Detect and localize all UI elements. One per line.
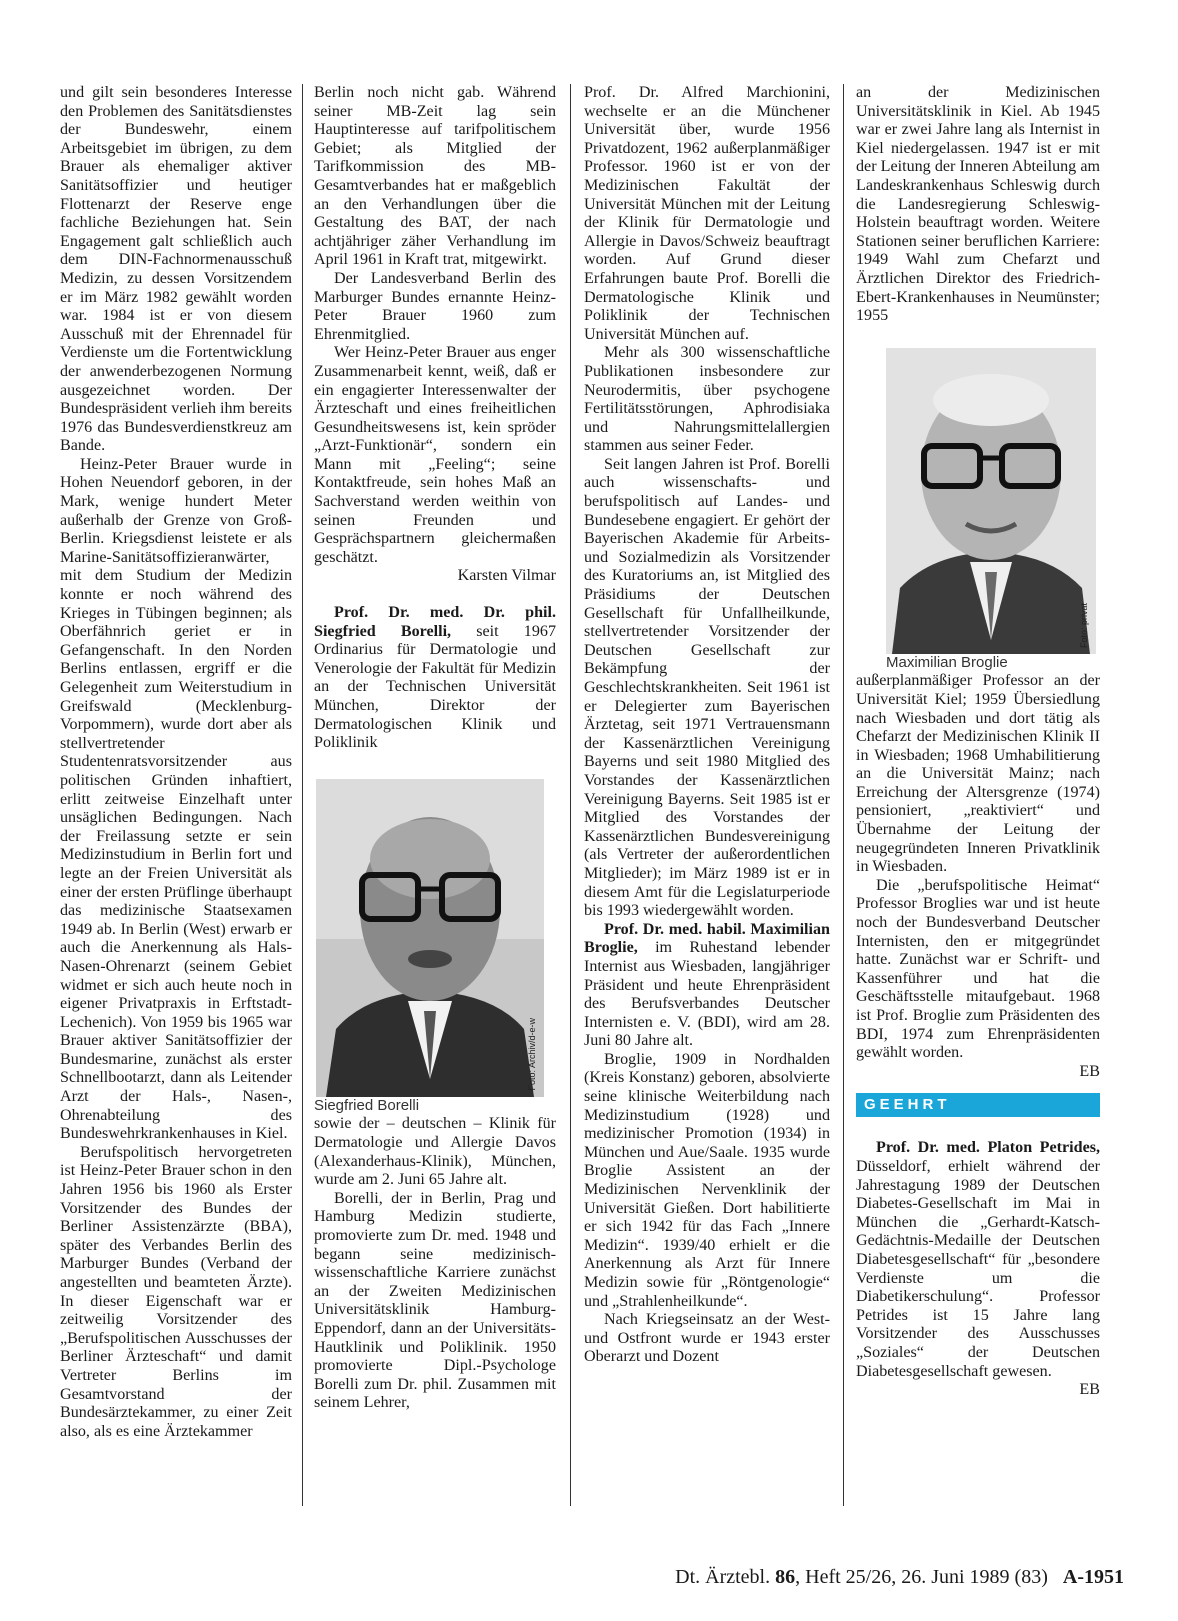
photo-caption: Siegfried Borelli [314, 1096, 420, 1114]
col3-paragraph-4: Prof. Dr. med. habil. Maximilian Broglie, im Ruhestand lebender Internist aus Wiesbaden, langjähriger Präsident und heute Ehrenpräsident des Berufsverbandes Deutscher Internisten e. V. (BDI), wird am 28. Juni 80 Jahre alt. [584, 920, 830, 1050]
person-name: Prof. Dr. med. habil. Maximilian Broglie, [584, 920, 830, 957]
portrait-photo-borelli [316, 779, 544, 1097]
column-divider-1 [302, 84, 303, 1506]
column-divider-3 [843, 84, 844, 1506]
col4-paragraph-1: an der Medizinischen Universitätsklinik in Kiel. Ab 1945 war er zwei Jahre lang als Internist in Kiel niedergelassen. 1947 ist er mit der Leitung der Inneren Abteilung am Landeskrankenhaus Schleswig durch die Landesregierung Schleswig-Holstein beauftragt worden. Weitere Stationen seiner beruflichen Karriere: 1949 Wahl zum Chefarzt und Ärztlichen Direktor des Friedrich-Ebert-Krankenhauses in Neumünster; 1955 [856, 84, 1100, 325]
col4-paragraph-4: Prof. Dr. med. Platon Petrides, Düsseldorf, erhielt während der Jahrestagung 1989 der Deutschen Diabetes-Gesellschaft im Mai in München die „Gerhardt-Katsch-Gedächtnis-Medaille der Deutschen Diabetesgesellschaft“ für „besondere Verdienste um die Diabetikerschulung“. Professor Petrides ist 15 Jahre lang Vorsitzender des Ausschusses „Soziales“ der Deutschen Diabetesgesellschaft gewesen. EB [856, 1139, 1100, 1399]
page-footer [630, 1566, 1124, 1589]
portrait-illustration [316, 779, 544, 1097]
portrait-illustration [886, 348, 1096, 654]
col1-paragraph-3: Berufspolitisch hervorgetreten ist Heinz-Peter Brauer schon in den Jahren 1956 bis 1960 als Erster Vorsitzender des Bundes der Berliner Assistenzärzte (BBA), später des Verbandes Berlin des Marburger Bundes (Verband der angestellten und beamteten Ärzte). In dieser Eigenschaft war er zeitweilig Vorsitzender des „Berufspolitischen Ausschusses der Berliner Ärzteschaft“ und damit Vertreter Berlins im Gesamtvorstand der Bundesärztekammer, zu einer Zeit also, als es eine Ärztekammer [60, 1143, 292, 1440]
photo-credit: Foto: privat [1079, 602, 1090, 648]
photo-credit: Foto: Archiv/d-e-w [527, 1018, 538, 1091]
column-3 [584, 84, 830, 1367]
column-divider-2 [570, 84, 571, 1506]
author-signature: EB [1079, 1381, 1100, 1399]
col2-paragraph-6: Borelli, der in Berlin, Prag und Hamburg Medizin studierte, promovierte zum Dr. med. 1948 und begann seine medizinisch-wissenschaftliche Karriere zunächst an der Zweiten Medizinischen Universitätsklinik Hamburg-Eppendorf, dann an der Universitäts-Hautklinik und Poliklinik. 1950 promovierte Dipl.-Psychologe Borelli zum Dr. phil. Zusammen mit seinem Lehrer, [314, 1189, 556, 1412]
author-signature: Karsten Vilmar [457, 567, 556, 585]
col2-paragraph-3: Wer Heinz-Peter Brauer aus enger Zusammenarbeit kennt, weiß, daß er ein engagierter Interessenwalter der Ärzteschaft und eines freiheitlichen Gesundheitswesens ist, kein spröder „Arzt-Funktionär“, sondern ein Mann mit „Feeling“; seine Kontaktfreude, sein hohes Maß an Sachverstand werden weithin von seinen Freunden und Gesprächspartnern gleichermaßen geschätzt. Karsten Vilmar [314, 344, 556, 585]
person-name: Prof. Dr. med. Dr. phil. Siegfried Borelli, [314, 604, 556, 640]
col4-paragraph-3: Die „berufspolitische Heimat“ Professor Broglies war und ist heute noch der Bundesverband Deutscher Internisten, den er mitgegründet hatte. Zunächst war er Schrift- und Kassenführer und hat die Geschäftsstelle mitaufgebaut. 1968 ist Prof. Broglie zum Präsidenten des BDI, 1974 zum Ehrenpräsidenten gewählt worden. EB [856, 876, 1100, 1080]
column-1 [60, 84, 292, 1441]
col2-paragraph-1: Berlin noch nicht gab. Während seiner MB-Zeit lag sein Hauptinteresse auf tarifpolitischem Gebiet; als Mitglied der Tarifkommission des MB-Gesamtverbandes hat er maßgeblich an den Verhandlungen über die Gestaltung des BAT, der nach achtjähriger zäher Verhandlung im April 1961 in Kraft trat, mitgewirkt. [314, 84, 556, 269]
page-number: A-1951 [1062, 1566, 1124, 1588]
volume-number: 86 [775, 1566, 796, 1588]
col3-paragraph-6: Nach Kriegseinsatz an der West- und Ostfront wurde er 1943 erster Oberarzt und Dozent [584, 1311, 830, 1366]
person-name: Prof. Dr. med. Platon Petrides, [876, 1139, 1100, 1157]
col2-paragraph-4: Prof. Dr. med. Dr. phil. Siegfried Borelli, seit 1967 Ordinarius für Dermatologie und Venerologie der Fakultät für Medizin an der Technischen Universität München, Direktor der Dermatologischen Klinik und Poliklinik [314, 604, 556, 752]
col3-paragraph-3: Seit langen Jahren ist Prof. Borelli auch wissenschafts- und berufspolitisch auf Landes- und Bundesebene engagiert. Er gehört der Bayerischen Akademie für Arbeits- und Sozialmedizin als Vorsitzender des Kuratoriums an, ist Mitglied des Präsidiums der Deutschen Gesellschaft für Unfallheilkunde, stellvertretender Vorsitzender der Deutschen Gesellschaft zur Bekämpfung der Geschlechtskrankheiten. Seit 1961 ist er Delegierter zum Bayerischen Ärztetag, seit 1971 Vertrauensmann der Kassenärztlichen Vereinigung Bayerns und seit 1980 Mitglied des Vorstandes der Kassenärztlichen Vereinigung Bayerns. Seit 1985 ist er Mitglied des Vorstandes der Kassenärztlichen Bundesvereinigung (als Vertreter der außerordentlichen Mitglieder); im März 1989 ist er in diesem Amt für die Legislaturperiode bis 1993 wiedergewählt worden. [584, 455, 830, 920]
section-banner-label: GEEHRT [864, 1096, 951, 1114]
column-4 [856, 84, 1100, 1400]
author-signature: EB [1079, 1062, 1100, 1080]
journal-name: Dt. Ärztebl. [675, 1566, 771, 1588]
col3-paragraph-2: Mehr als 300 wissenschaftliche Publikationen insbesondere zur Neurodermitis, über psychogene Fertilitätsstörungen, Aphrodisiaka und Nahrungsmittelallergien stammen aus seiner Feder. [584, 344, 830, 455]
issue-info: , Heft 25/26, 26. Juni 1989 (83) [795, 1566, 1048, 1588]
col2-paragraph-5: sowie der – deutschen – Klinik für Dermatologie und Allergie Davos (Alexanderhaus-Klinik), München, wurde am 2. Juni 65 Jahre alt. [314, 1115, 556, 1189]
photo-caption: Maximilian Broglie [886, 653, 1008, 671]
section-banner [856, 1093, 1100, 1117]
portrait-photo-broglie [886, 348, 1096, 654]
col2-paragraph-2: Der Landesverband Berlin des Marburger Bundes ernannte Heinz-Peter Brauer 1960 zum Ehrenmitglied. [314, 269, 556, 343]
col3-paragraph-1: Prof. Dr. Alfred Marchionini, wechselte er an die Münchener Universität über, wurde 1956 Privatdozent, 1962 außerplanmäßiger Professor. 1960 ist er von der Medizinischen Fakultät der Universität München mit der Leitung der Klinik für Dermatologie und Allergie in Davos/Schweiz beauftragt worden. Auf Grund dieser Erfahrungen baute Prof. Borelli die Dermatologische Klinik und Poliklinik der Technischen Universität München auf. [584, 84, 830, 343]
column-2 [314, 84, 556, 1413]
col3-paragraph-5: Broglie, 1909 in Nordhalden (Kreis Konstanz) geboren, absolvierte seine klinische Weiterbildung nach Medizinstudium (1928) und medizinischer Promotion (1934) in München und Aue/Saale. 1935 wurde Broglie Assistent an der Medizinischen Nervenklinik der Universität Gießen. Dort habilitierte er sich 1942 für das Fach „Innere Medizin“. 1939/40 erhielt er die Anerkennung als Arzt für Innere Medizin sowie für „Röntgenologie“ und „Strahlenheilkunde“. [584, 1050, 830, 1310]
col4-paragraph-2: außerplanmäßiger Professor an der Universität Kiel; 1959 Übersiedlung nach Wiesbaden und dort tätig als Chefarzt der Medizinischen Klinik II in Wiesbaden; 1968 Umhabilitierung an die Universität Mainz; nach Erreichung der Altersgrenze (1974) pensioniert, „reaktiviert“ und Übernahme der Leitung der neugegründeten Inneren Privatklinik in Wiesbaden. [856, 672, 1100, 876]
col1-paragraph-2: Heinz-Peter Brauer wurde in Hohen Neuendorf geboren, in der Mark, wenige hundert Meter außerhalb der Grenze von Groß-Berlin. Kriegsdienst leistete er als Marine-Sanitätsoffizieranwärter, mit dem Studium der Medizin konnte er noch während des Krieges in Tübingen beginnen; als Oberfähnrich geriet er in Gefangenschaft. In den Norden Berlins entlassen, ergriff er die Gelegenheit zum Weiterstudium in Greifswald (Mecklenburg-Vorpommern), wurde dort aber als stellvertretender Studentenratsvorsitzender aus politischen Gründen inhaftiert, erlitt zeitweise Einzelhaft unter unsäglichen Bedingungen. Nach der Freilassung setzte er sein Medizinstudium in Berlin fort und legte an der Freien Universität als einer der ersten Prüflinge überhaupt das medizinische Staatsexamen 1949 ab. In Berlin (West) erwarb er auch die Anerkennung als Hals-Nasen-Ohrenarzt (seinem Gebiet widmet er sich auch heute noch in eigener Privatpraxis in Erftstadt-Lechenich). Von 1959 bis 1965 war Brauer aktiver Sanitätsoffizier der Bundesmarine, zunächst als erster Schnellbootarzt, dann als Leitender Arzt der Hals-, Nasen-, Ohrenabteilung des Bundeswehrkrankenhauses in Kiel. [60, 455, 292, 1143]
col1-paragraph-1: und gilt sein besonderes Interesse den Problemen des Sanitätsdienstes der Bundeswehr, einem Arbeitsgebiet im übrigen, zu dem Brauer als ehemaliger aktiver Sanitätsoffizier und heutiger Flottenarzt der Reserve enge fachliche Beziehungen hat. Sein Engagement galt schließlich auch dem DIN-Fachnormenausschuß Medizin, zu dessen Vorsitzendem er im März 1982 gewählt worden war. 1984 ist er von diesem Ausschuß mit der Ehrennadel für Verdienste um die Fortentwicklung der anwenderbezogenen Normung ausgezeichnet worden. Der Bundespräsident verlieh ihm bereits 1976 das Bundesverdienstkreuz am Bande. [60, 84, 292, 455]
